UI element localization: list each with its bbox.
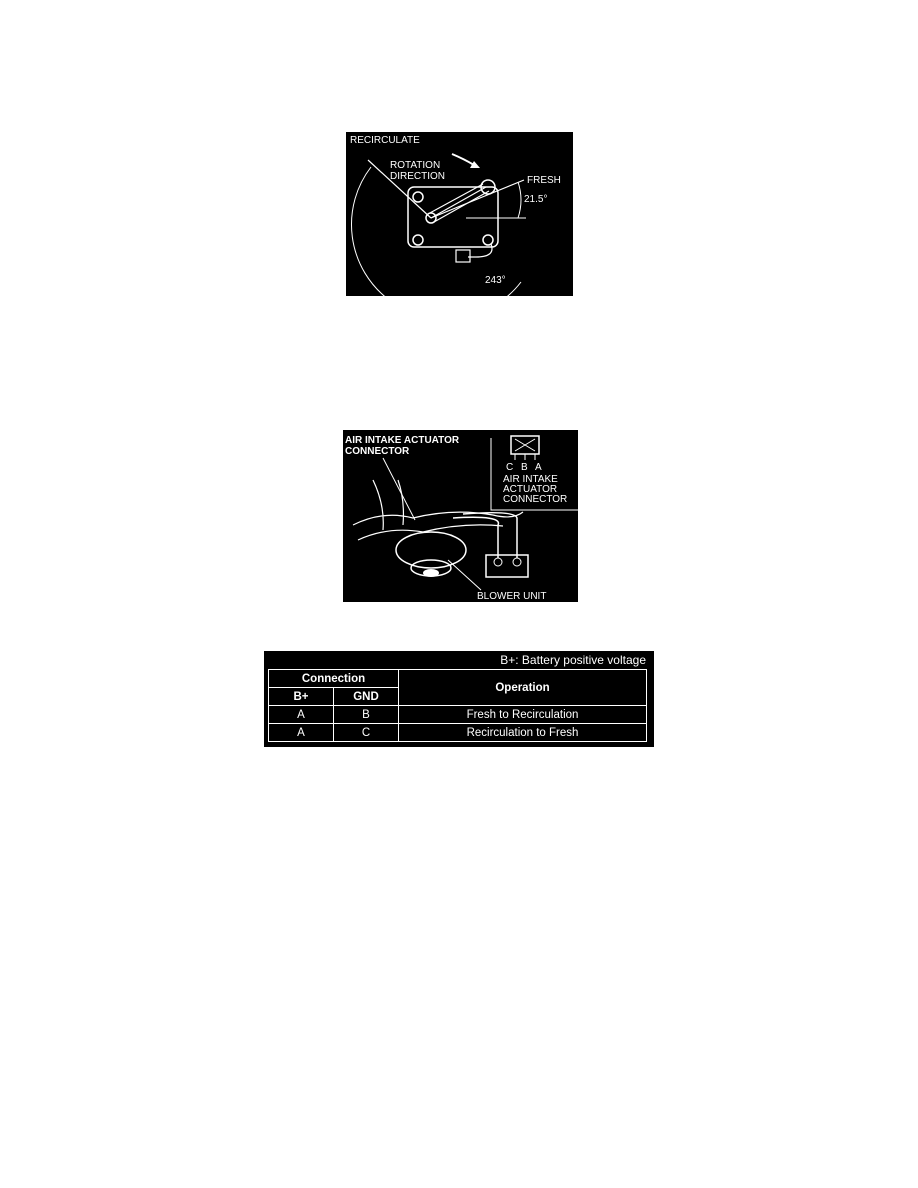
- rotation-label-line2: DIRECTION: [390, 171, 445, 182]
- mounting-hole-2: [413, 235, 423, 245]
- actuator-lever: [428, 184, 489, 222]
- connector-pin-leads: [515, 454, 535, 460]
- cell-gnd: C: [334, 724, 399, 742]
- actuator-label-line1: AIR INTAKE ACTUATOR: [345, 435, 460, 446]
- inset-label-line3: CONNECTOR: [503, 494, 568, 505]
- cell-bplus: A: [269, 706, 334, 724]
- actuator-connector-diagram: [343, 430, 578, 602]
- actuator-leader-line: [383, 458, 415, 520]
- fresh-line: [431, 180, 524, 218]
- small-angle-label: 21.5°: [524, 194, 548, 205]
- large-angle-label: 243°: [485, 275, 506, 286]
- fresh-label: FRESH: [527, 175, 561, 186]
- inset-label-line2: ACTUATOR: [503, 484, 558, 495]
- battery-negative-terminal: [513, 558, 521, 566]
- actuator-label-line2: CONNECTOR: [345, 446, 410, 457]
- blower-leader-line: [448, 560, 481, 590]
- connector-diagram-drawing: [343, 430, 578, 602]
- connection-table: [268, 669, 647, 742]
- cell-gnd: B: [334, 706, 399, 724]
- battery: [486, 555, 528, 577]
- header-connection: Connection: [269, 670, 399, 688]
- blower-unit-label: BLOWER UNIT: [477, 591, 547, 602]
- test-leads: [453, 513, 517, 558]
- connector-wire: [468, 244, 492, 257]
- header-operation: Operation: [399, 670, 647, 706]
- blower-housing: [396, 532, 466, 568]
- rotation-label-line1: ROTATION: [390, 160, 441, 171]
- rotation-direction-arrow: [452, 154, 474, 165]
- pin-a-label: A: [535, 462, 542, 473]
- header-gnd: GND: [334, 688, 399, 706]
- battery-positive-terminal: [494, 558, 502, 566]
- mounting-hole-3: [483, 235, 493, 245]
- rotation-diagram-drawing: [346, 132, 573, 296]
- cell-bplus: A: [269, 724, 334, 742]
- connector-cross: [515, 439, 535, 451]
- pin-b-label: B: [521, 462, 528, 473]
- recirculate-label: RECIRCULATE: [350, 135, 420, 146]
- header-bplus: B+: [269, 688, 334, 706]
- mounting-hole-1: [413, 192, 423, 202]
- small-angle-arc: [518, 182, 521, 218]
- table-row: [269, 724, 647, 742]
- actuator-rotation-diagram: [346, 132, 573, 296]
- table-row: [269, 706, 647, 724]
- blower-hub: [423, 569, 439, 577]
- connector-plug: [456, 250, 470, 262]
- cell-operation: Fresh to Recirculation: [399, 706, 647, 724]
- battery-voltage-note: B+: Battery positive voltage: [500, 653, 646, 667]
- pin-c-label: C: [506, 462, 514, 473]
- connection-table-figure: [264, 651, 654, 747]
- cell-operation: Recirculation to Fresh: [399, 724, 647, 742]
- inset-label-line1: AIR INTAKE: [503, 474, 558, 485]
